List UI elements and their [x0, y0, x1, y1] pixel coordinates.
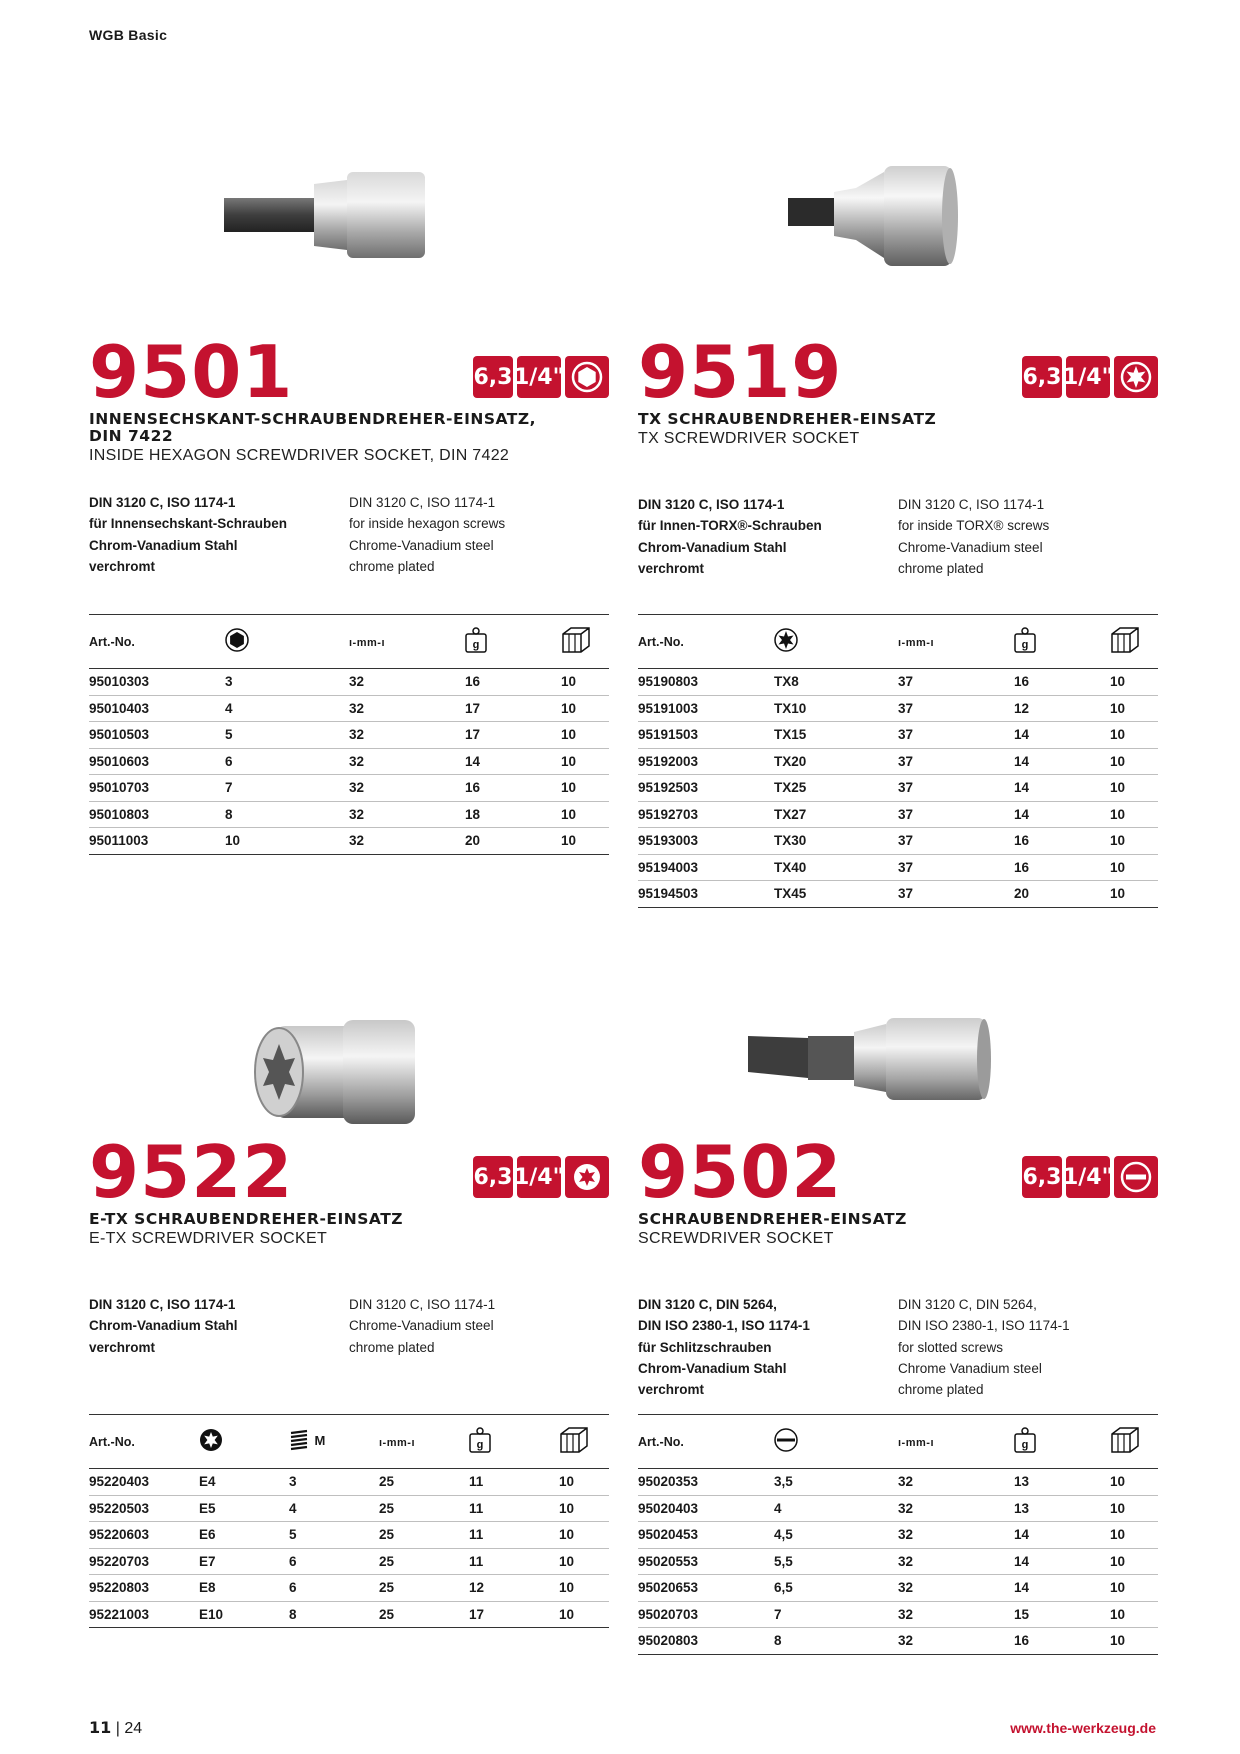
table-cell: 14 — [1014, 1548, 1110, 1575]
table-cell: 12 — [1014, 695, 1110, 722]
table-row — [638, 722, 1158, 749]
table-cell: 32 — [898, 1495, 1014, 1522]
table-cell: 95010403 — [89, 695, 225, 722]
table-cell: TX15 — [774, 722, 898, 749]
table-cell: 12 — [469, 1575, 559, 1602]
table-cell: 10 — [1110, 881, 1158, 908]
table-cell: 32 — [898, 1575, 1014, 1602]
col-art-no: Art.-No. — [89, 1415, 199, 1469]
table-cell: 10 — [1110, 775, 1158, 802]
product-number: 9522 — [89, 1130, 294, 1214]
thread-size-header — [289, 1415, 379, 1469]
drive-inch-badge: 1/4" — [517, 356, 561, 398]
product-name-de: E-TX SCHRAUBENDREHER-EINSATZ — [89, 1210, 404, 1228]
table-cell: 32 — [898, 1522, 1014, 1549]
table-cell: 10 — [559, 1548, 609, 1575]
table-cell: TX30 — [774, 828, 898, 855]
table-cell: E10 — [199, 1601, 289, 1628]
table-row — [89, 1548, 609, 1575]
table-row — [89, 695, 609, 722]
e-torx-socket-image — [89, 940, 609, 1140]
table-cell: 10 — [225, 828, 349, 855]
specs-en: DIN 3120 C, ISO 1174-1 for inside hexagon screws Chrome-Vanadium steel chrome plated — [349, 495, 506, 574]
table-cell: 8 — [225, 801, 349, 828]
table-cell: 10 — [559, 1601, 609, 1628]
table-row — [89, 722, 609, 749]
table-cell: 10 — [561, 722, 609, 749]
article-table — [89, 1414, 609, 1628]
table-cell: 95220503 — [89, 1495, 199, 1522]
table-row — [638, 1548, 1158, 1575]
table-cell: 17 — [465, 695, 561, 722]
table-cell: 8 — [774, 1628, 898, 1655]
weight-icon — [469, 1415, 559, 1469]
external-torx-icon — [199, 1415, 289, 1469]
table-cell: 25 — [379, 1495, 469, 1522]
table-row — [638, 801, 1158, 828]
product-name-de: SCHRAUBENDREHER-EINSATZ — [638, 1210, 907, 1228]
package-icon — [1110, 615, 1158, 669]
drive-size-badge: 6,3 — [473, 356, 513, 398]
table-cell: 10 — [1110, 801, 1158, 828]
package-icon — [561, 615, 609, 669]
table-cell: 37 — [898, 695, 1014, 722]
table-cell: TX27 — [774, 801, 898, 828]
table-cell: 95220603 — [89, 1522, 199, 1549]
table-cell: 4 — [774, 1495, 898, 1522]
table-row — [638, 1522, 1158, 1549]
drive-badges — [1022, 1156, 1158, 1198]
drive-badges — [473, 356, 609, 398]
specs-en: DIN 3120 C, ISO 1174-1 for inside TORX® screws Chrome-Vanadium steel chrome plated — [898, 497, 1050, 576]
weight-icon — [1014, 1415, 1110, 1469]
table-row — [638, 1469, 1158, 1496]
table-row — [638, 1575, 1158, 1602]
table-cell: 95020803 — [638, 1628, 774, 1655]
table-cell: 10 — [1110, 1548, 1158, 1575]
hexagon-icon — [565, 356, 609, 398]
table-cell: 13 — [1014, 1495, 1110, 1522]
table-cell: 95192503 — [638, 775, 774, 802]
table-cell: 14 — [1014, 801, 1110, 828]
drive-size-badge: 6,3 — [1022, 1156, 1062, 1198]
table-cell: 16 — [465, 775, 561, 802]
table-cell: 14 — [1014, 748, 1110, 775]
table-cell: 10 — [1110, 1575, 1158, 1602]
table-cell: 3 — [225, 669, 349, 696]
table-cell: 10 — [1110, 1469, 1158, 1496]
col-art-no: Art.-No. — [638, 1415, 774, 1469]
table-cell: 10 — [1110, 1601, 1158, 1628]
table-row — [638, 828, 1158, 855]
drive-inch-badge: 1/4" — [517, 1156, 561, 1198]
drive-badges — [473, 1156, 609, 1198]
table-cell: 37 — [898, 854, 1014, 881]
product-9519 — [638, 140, 1158, 902]
table-row — [638, 1495, 1158, 1522]
table-cell: 16 — [1014, 1628, 1110, 1655]
header-brand: WGB Basic — [89, 27, 168, 43]
table-cell: 32 — [349, 801, 465, 828]
table-cell: 95220703 — [89, 1548, 199, 1575]
specs-en: DIN 3120 C, DIN 5264, DIN ISO 2380-1, ISO 1174-1 for slotted screws Chrome Vanadium steel chrome plated — [898, 1297, 1070, 1398]
slotted-icon — [1114, 1156, 1158, 1198]
table-cell: 95020553 — [638, 1548, 774, 1575]
table-cell: 10 — [561, 695, 609, 722]
table-row — [89, 1469, 609, 1496]
table-cell: 95191003 — [638, 695, 774, 722]
table-cell: 95011003 — [89, 828, 225, 855]
table-cell: 4,5 — [774, 1522, 898, 1549]
table-cell: 25 — [379, 1575, 469, 1602]
table-cell: 32 — [349, 775, 465, 802]
table-cell: 37 — [898, 722, 1014, 749]
table-cell: 4 — [225, 695, 349, 722]
torx-icon — [1114, 356, 1158, 398]
specs-en: DIN 3120 C, ISO 1174-1 Chrome-Vanadium steel chrome plated — [349, 1297, 496, 1355]
table-cell: 95020453 — [638, 1522, 774, 1549]
page-number: 11 | 24 — [89, 1718, 143, 1737]
table-cell: 6 — [289, 1575, 379, 1602]
table-cell: 10 — [1110, 1522, 1158, 1549]
table-cell: 95192003 — [638, 748, 774, 775]
table-cell: 10 — [559, 1469, 609, 1496]
table-cell: 16 — [1014, 669, 1110, 696]
article-table — [638, 614, 1158, 908]
table-cell: 10 — [559, 1575, 609, 1602]
table-cell: E8 — [199, 1575, 289, 1602]
product-name-en: TX SCREWDRIVER SOCKET — [638, 430, 860, 447]
svg-text:g: g — [1021, 639, 1029, 651]
torx-bit-socket-image — [638, 140, 1158, 340]
table-cell: 16 — [1014, 854, 1110, 881]
length-label: ı-mm-ı — [898, 615, 1014, 669]
table-cell: 10 — [561, 828, 609, 855]
table-cell: 11 — [469, 1548, 559, 1575]
drive-inch-badge: 1/4" — [1066, 1156, 1110, 1198]
thread-label: M — [314, 1433, 326, 1448]
table-cell: 10 — [1110, 695, 1158, 722]
product-name-en: SCREWDRIVER SOCKET — [638, 1230, 834, 1247]
table-row — [89, 1575, 609, 1602]
table-cell: 11 — [469, 1495, 559, 1522]
table-cell: 37 — [898, 775, 1014, 802]
table-cell: 95010503 — [89, 722, 225, 749]
product-9501 — [89, 140, 609, 849]
product-name-de-line2: DIN 7422 — [89, 427, 174, 445]
table-cell: 11 — [469, 1522, 559, 1549]
table-cell: 7 — [225, 775, 349, 802]
weight-icon — [465, 615, 561, 669]
table-cell: 95020353 — [638, 1469, 774, 1496]
table-cell: 20 — [1014, 881, 1110, 908]
table-row — [89, 801, 609, 828]
article-table — [638, 1414, 1158, 1655]
table-cell: 16 — [1014, 828, 1110, 855]
specs-de: DIN 3120 C, ISO 1174-1 für Innen-TORX®-Schrauben Chrom-Vanadium Stahl verchromt — [638, 497, 822, 576]
svg-text:g: g — [1021, 1439, 1029, 1451]
slotted-icon — [774, 1415, 898, 1469]
table-row — [89, 775, 609, 802]
col-art-no: Art.-No. — [89, 615, 225, 669]
table-cell: 95191503 — [638, 722, 774, 749]
product-number: 9501 — [89, 330, 294, 414]
table-cell: 32 — [349, 722, 465, 749]
table-cell: 10 — [1110, 669, 1158, 696]
table-cell: 10 — [561, 775, 609, 802]
table-cell: 95221003 — [89, 1601, 199, 1628]
product-9502 — [638, 940, 1158, 1649]
table-cell: 95010803 — [89, 801, 225, 828]
drive-size-badge: 6,3 — [1022, 356, 1062, 398]
table-cell: 95020653 — [638, 1575, 774, 1602]
table-row — [89, 1495, 609, 1522]
svg-text:g: g — [476, 1439, 484, 1451]
table-cell: E4 — [199, 1469, 289, 1496]
specs-de: DIN 3120 C, DIN 5264, DIN ISO 2380-1, ISO 1174-1 für Schlitzschrauben Chrom-Vanadium Stahl verchromt — [638, 1297, 810, 1398]
table-cell: 95010303 — [89, 669, 225, 696]
product-name-en: E-TX SCREWDRIVER SOCKET — [89, 1230, 328, 1247]
table-cell: 37 — [898, 881, 1014, 908]
table-cell: 6 — [225, 748, 349, 775]
package-icon — [559, 1415, 609, 1469]
table-cell: 6,5 — [774, 1575, 898, 1602]
table-row — [638, 854, 1158, 881]
table-cell: 14 — [1014, 1575, 1110, 1602]
table-cell: 11 — [469, 1469, 559, 1496]
table-row — [89, 748, 609, 775]
length-label: ı-mm-ı — [379, 1415, 469, 1469]
table-cell: 95020403 — [638, 1495, 774, 1522]
table-cell: 25 — [379, 1601, 469, 1628]
table-row — [638, 748, 1158, 775]
table-cell: 10 — [561, 748, 609, 775]
hexagon-icon — [225, 615, 349, 669]
table-cell: 13 — [1014, 1469, 1110, 1496]
table-cell: E7 — [199, 1548, 289, 1575]
table-cell: 3 — [289, 1469, 379, 1496]
product-name-de: INNENSECHSKANT-SCHRAUBENDREHER-EINSATZ, — [89, 410, 536, 428]
table-row — [89, 828, 609, 855]
table-cell: 25 — [379, 1522, 469, 1549]
product-name-de: TX SCHRAUBENDREHER-EINSATZ — [638, 410, 937, 428]
drive-inch-badge: 1/4" — [1066, 356, 1110, 398]
product-photo — [89, 140, 609, 340]
table-cell: 32 — [349, 828, 465, 855]
drive-size-badge: 6,3 — [473, 1156, 513, 1198]
col-art-no: Art.-No. — [638, 615, 774, 669]
table-cell: 32 — [898, 1548, 1014, 1575]
table-cell: 32 — [349, 695, 465, 722]
svg-text:g: g — [472, 639, 480, 651]
table-cell: TX8 — [774, 669, 898, 696]
table-cell: 95192703 — [638, 801, 774, 828]
table-cell: 37 — [898, 828, 1014, 855]
external-torx-icon — [565, 1156, 609, 1198]
table-cell: 95194503 — [638, 881, 774, 908]
product-number: 9519 — [638, 330, 843, 414]
table-cell: 95020703 — [638, 1601, 774, 1628]
table-cell: 10 — [561, 801, 609, 828]
table-row — [638, 775, 1158, 802]
length-label: ı-mm-ı — [898, 1415, 1014, 1469]
table-cell: 14 — [1014, 1522, 1110, 1549]
table-cell: 15 — [1014, 1601, 1110, 1628]
table-cell: 5 — [225, 722, 349, 749]
table-row — [89, 669, 609, 696]
product-photo — [638, 940, 1158, 1140]
table-cell: 95193003 — [638, 828, 774, 855]
specs-de: DIN 3120 C, ISO 1174-1 Chrom-Vanadium Stahl verchromt — [89, 1297, 238, 1355]
table-cell: 95220803 — [89, 1575, 199, 1602]
table-cell: 7 — [774, 1601, 898, 1628]
table-cell: 25 — [379, 1469, 469, 1496]
table-cell: 16 — [465, 669, 561, 696]
table-cell: TX20 — [774, 748, 898, 775]
table-cell: 10 — [559, 1522, 609, 1549]
table-cell: 3,5 — [774, 1469, 898, 1496]
table-cell: TX10 — [774, 695, 898, 722]
table-cell: 10 — [1110, 748, 1158, 775]
table-cell: 95220403 — [89, 1469, 199, 1496]
table-cell: TX40 — [774, 854, 898, 881]
table-cell: 8 — [289, 1601, 379, 1628]
table-cell: 32 — [349, 748, 465, 775]
package-icon — [1110, 1415, 1158, 1469]
table-cell: TX45 — [774, 881, 898, 908]
table-cell: 32 — [349, 669, 465, 696]
table-cell: 95010603 — [89, 748, 225, 775]
table-cell: 14 — [1014, 775, 1110, 802]
table-cell: 17 — [465, 722, 561, 749]
product-photo — [89, 940, 609, 1140]
article-table — [89, 614, 609, 855]
website-link[interactable]: www.the-werkzeug.de — [1010, 1720, 1156, 1736]
product-name-en: INSIDE HEXAGON SCREWDRIVER SOCKET, DIN 7422 — [89, 447, 510, 464]
table-cell: 4 — [289, 1495, 379, 1522]
table-row — [89, 1522, 609, 1549]
table-cell: 5,5 — [774, 1548, 898, 1575]
table-row — [89, 1601, 609, 1628]
table-row — [638, 881, 1158, 908]
table-cell: 37 — [898, 748, 1014, 775]
table-cell: 10 — [559, 1495, 609, 1522]
table-cell: TX25 — [774, 775, 898, 802]
product-number: 9502 — [638, 1130, 843, 1214]
table-row — [638, 695, 1158, 722]
product-9522 — [89, 940, 609, 1622]
table-cell: 10 — [1110, 1495, 1158, 1522]
table-cell: 10 — [1110, 722, 1158, 749]
table-cell: 20 — [465, 828, 561, 855]
product-photo — [638, 140, 1158, 340]
table-row — [638, 1601, 1158, 1628]
hex-bit-socket-image — [89, 140, 609, 340]
table-cell: E5 — [199, 1495, 289, 1522]
table-row — [638, 1628, 1158, 1655]
table-cell: 95194003 — [638, 854, 774, 881]
table-cell: 95010703 — [89, 775, 225, 802]
drive-badges — [1022, 356, 1158, 398]
table-cell: 18 — [465, 801, 561, 828]
table-cell: 14 — [465, 748, 561, 775]
table-cell: 17 — [469, 1601, 559, 1628]
table-cell: 10 — [1110, 854, 1158, 881]
table-cell: 6 — [289, 1548, 379, 1575]
table-cell: E6 — [199, 1522, 289, 1549]
table-cell: 25 — [379, 1548, 469, 1575]
table-cell: 32 — [898, 1601, 1014, 1628]
table-row — [638, 669, 1158, 696]
table-cell: 10 — [1110, 828, 1158, 855]
slotted-bit-socket-image — [638, 940, 1158, 1140]
table-cell: 37 — [898, 669, 1014, 696]
table-cell: 10 — [1110, 1628, 1158, 1655]
table-cell: 14 — [1014, 722, 1110, 749]
thread-icon — [289, 1429, 311, 1451]
table-cell: 10 — [561, 669, 609, 696]
length-label: ı-mm-ı — [349, 615, 465, 669]
table-cell: 32 — [898, 1628, 1014, 1655]
weight-icon — [1014, 615, 1110, 669]
specs-de: DIN 3120 C, ISO 1174-1 für Innensechskant-Schrauben Chrom-Vanadium Stahl verchromt — [89, 495, 288, 574]
torx-icon — [774, 615, 898, 669]
table-cell: 95190803 — [638, 669, 774, 696]
table-cell: 37 — [898, 801, 1014, 828]
table-cell: 5 — [289, 1522, 379, 1549]
table-cell: 32 — [898, 1469, 1014, 1496]
